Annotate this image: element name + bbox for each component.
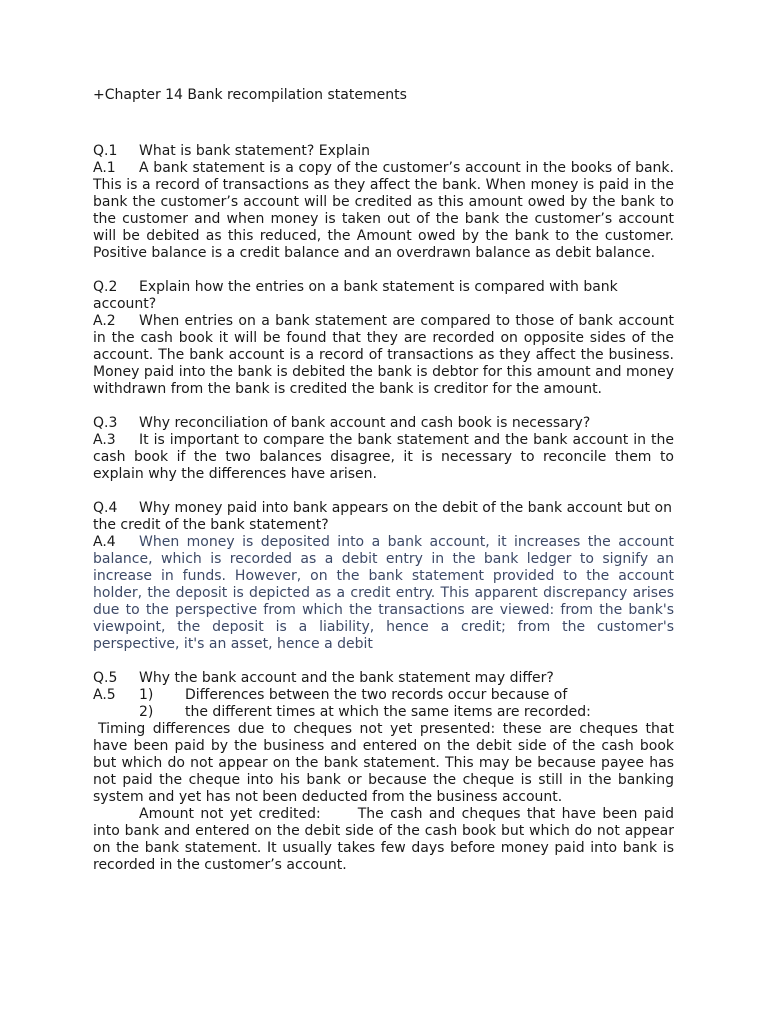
answer-4-label: A.4 [93,534,116,550]
answer-2-label: A.2 [93,313,116,329]
question-3-label: Q.3 [93,415,118,431]
amount-not-credited-label: Amount not yet credited: [139,806,321,822]
answer-4 [93,534,674,653]
answer-1-text: A bank statement is a copy of the customer’s account in the books of bank. This is a record of transactions as they affect the bank. When money is paid in the bank the customer’s account will be credited as this amount owed by the bank to the customer and when money is taken out of the bank the customer’s account will be debited as this reduced, the Amount owed by the bank to the customer. Positive balance is a credit balance and an overdrawn balance as debit balance. [93,160,674,261]
question-2-label: Q.2 [93,279,118,295]
question-1 [93,143,674,160]
answer-2 [93,313,674,398]
qa-block-2 [93,279,674,398]
qa-block-5 [93,670,674,874]
answer-5-item-2 [93,704,674,721]
question-1-text: What is bank statement? Explain [139,143,370,159]
question-3 [93,415,674,432]
question-3-text: Why reconciliation of bank account and cash book is necessary? [139,415,591,431]
question-5-text: Why the bank account and the bank statement may differ? [139,670,554,686]
question-1-label: Q.1 [93,143,118,159]
question-4-label: Q.4 [93,500,118,516]
question-5 [93,670,674,687]
answer-5-item-1 [93,687,674,704]
answer-5-label: A.5 [93,687,116,703]
chapter-title: +Chapter 14 Bank recompilation statements [93,87,407,103]
question-2-text: Explain how the entries on a bank statement is compared with bank account? [93,279,618,312]
amount-not-credited-text: The cash and cheques that have been paid into bank and entered on the debit side of the cash book but which do not appear on the bank statement. It usually takes few days before money paid into bank is recorded in the customer’s account. [93,806,674,873]
answer-5-item-1-number: 1) [139,687,154,703]
answer-4-text: When money is deposited into a bank account, it increases the account balance, which is recorded as a debit entry in the bank ledger to signify an increase in funds. However, on the bank statement provided to the account holder, the deposit is depicted as a credit entry. This apparent discrepancy arises due to the perspective from which the transactions are viewed: from the bank's viewpoint, the deposit is a liability, hence a credit; from the customer's perspective, it's an asset, hence a debit [93,534,674,652]
answer-3 [93,432,674,483]
amount-not-credited-paragraph [93,806,674,874]
answer-5-item-2-text: the different times at which the same items are recorded: [185,704,591,720]
timing-differences-paragraph: Timing differences due to cheques not yet presented: these are cheques that have been paid by the business and entered on the debit side of the cash book but which do not appear on the bank statement. This may be because payee has not paid the cheque into his bank or because the cheque is still in the banking system and yet has not been deducted from the business account. [93,721,674,805]
answer-5-item-1-text: Differences between the two records occur because of [185,687,568,703]
question-2 [93,279,674,313]
qa-block-3 [93,415,674,483]
qa-block-4 [93,500,674,653]
question-4 [93,500,674,534]
qa-block-1 [93,143,674,262]
document-page [93,87,674,891]
answer-5-item-2-number: 2) [139,704,154,720]
answer-3-text: It is important to compare the bank statement and the bank account in the cash book if the two balances disagree, it is necessary to reconcile them to explain why the differences have arisen. [93,432,674,482]
answer-3-label: A.3 [93,432,116,448]
question-4-text: Why money paid into bank appears on the debit of the bank account but on the credit of the bank statement? [93,500,672,533]
answer-1-label: A.1 [93,160,116,176]
answer-1 [93,160,674,262]
question-5-label: Q.5 [93,670,118,686]
answer-2-text: When entries on a bank statement are compared to those of bank account in the cash book it will be found that they are recorded on opposite sides of the account. The bank account is a record of transactions as they affect the business. Money paid into the bank is debited the bank is debtor for this amount and money withdrawn from the bank is credited the bank is creditor for the amount. [93,313,674,397]
